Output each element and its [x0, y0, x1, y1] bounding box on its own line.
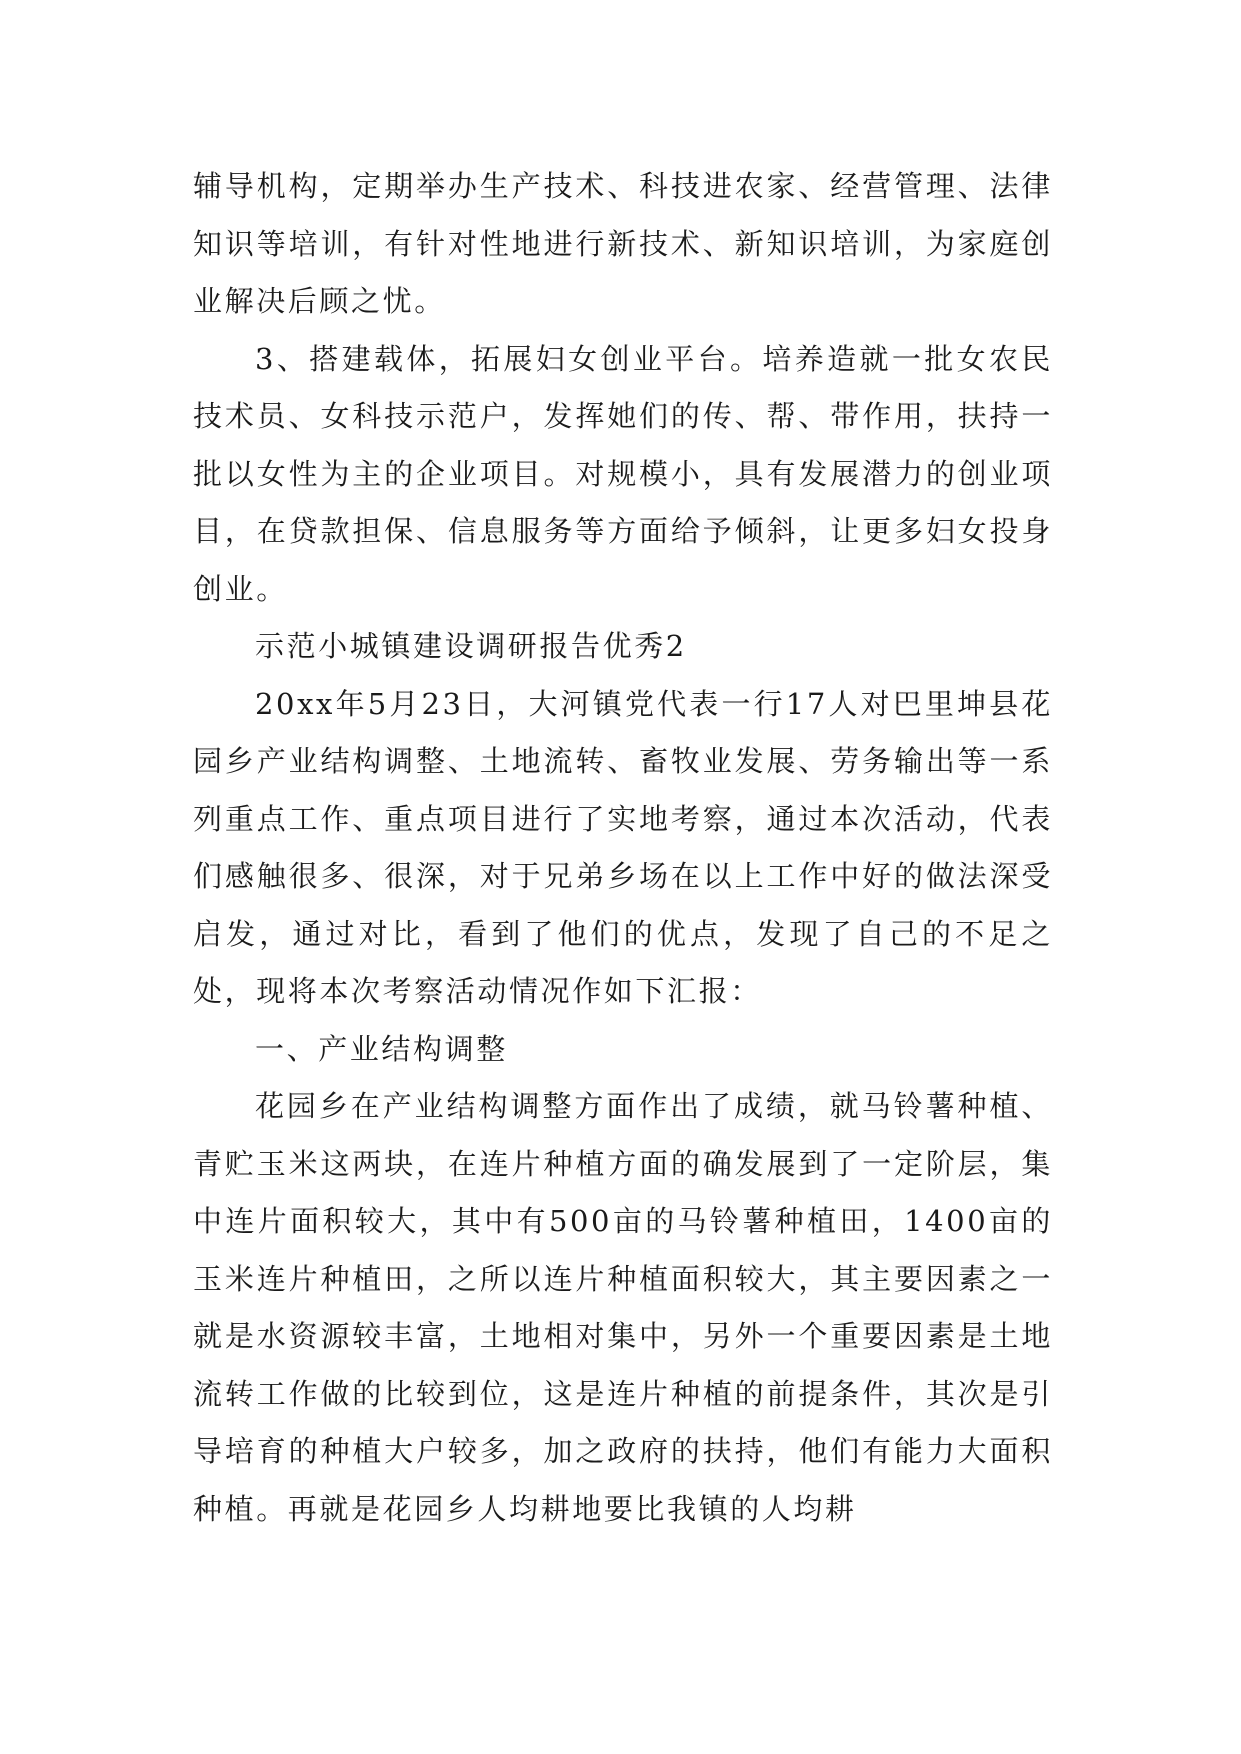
paragraph-subtitle: 示范小城镇建设调研报告优秀2	[255, 629, 687, 663]
paragraph-intro: 20xx年5月23日，大河镇党代表一行17人对巴里坤县花园乡产业结构调整、土地流转、畜牧业发展、劳务输出等一系列重点工作、重点项目进行了实地考察，通过本次活动，代表们感触很多、很深，对于兄弟乡场在以上工作中好的做法深受启发，通过对比，看到了他们的优点，发现了自己的不足之处，现将本次考察活动情况作如下汇报：	[193, 686, 1053, 1008]
paragraph-industry-body: 花园乡在产业结构调整方面作出了成绩，就马铃薯种植、青贮玉米这两块，在连片种植方面的确发展到了一定阶层，集中连片面积较大，其中有500亩的马铃薯种植田，1400亩的玉米连片种植田，之所以连片种植面积较大，其主要因素之一就是水资源较丰富，土地相对集中，另外一个重要因素是土地流转工作做的比较到位，这是连片种植的前提条件，其次是引导培育的种植大户较多，加之政府的扶持，他们有能力大面积种植。再就是花园乡人均耕地要比我镇的人均耕	[193, 1089, 1053, 1526]
paragraph-continuation: 辅导机构，定期举办生产技术、科技进农家、经营管理、法律知识等培训，有针对性地进行新技术、新知识培训，为家庭创业解决后顾之忧。	[193, 169, 1053, 318]
document-page	[193, 158, 1053, 1538]
section-heading-industry: 一、产业结构调整	[255, 1031, 508, 1066]
paragraph-item-3: 3、搭建载体，拓展妇女创业平台。培养造就一批女农民技术员、女科技示范户，发挥她们的传、帮、带作用，扶持一批以女性为主的企业项目。对规模小，具有发展潜力的创业项目，在贷款担保、信息服务等方面给予倾斜，让更多妇女投身创业。	[193, 341, 1053, 606]
